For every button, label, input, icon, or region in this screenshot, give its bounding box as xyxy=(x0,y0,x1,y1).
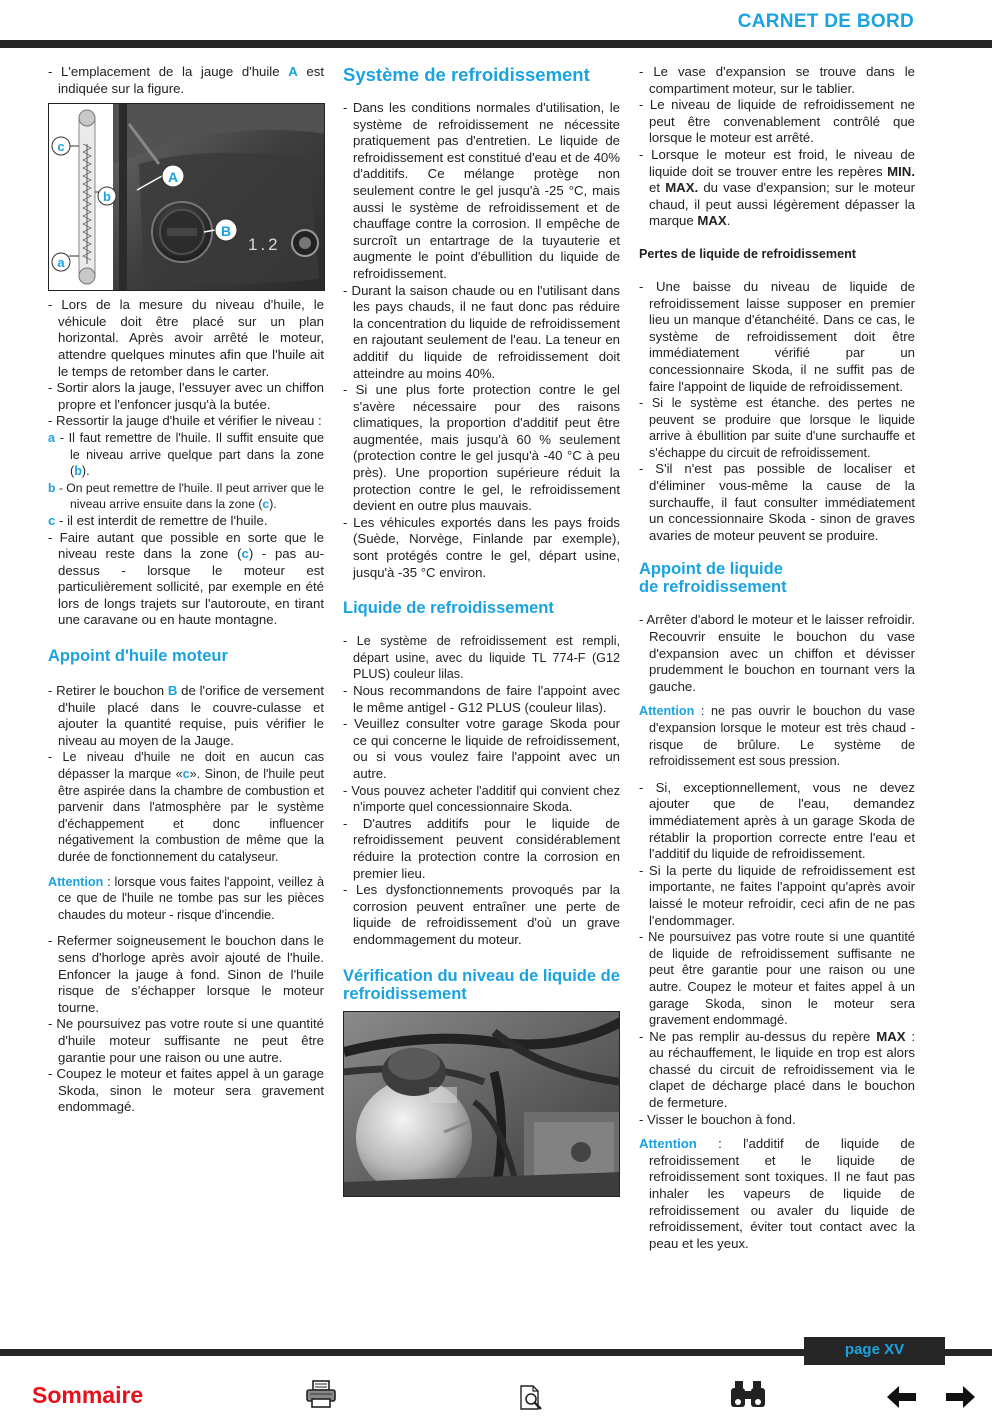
paragraph: - Le vase d'expansion se trouve dans le compartiment moteur, sur le tablier. xyxy=(639,64,915,96)
attention-note: Attention : lorsque vous faites l'appoint, veillez à ce que de l'huile ne tombe pas sur les pièces chaudes du moteur - risque d'incendie. xyxy=(48,874,324,922)
figure-label-a: a xyxy=(57,255,65,271)
section-heading-appoint-liquide: Appoint de liquide de refroidissement xyxy=(639,560,787,597)
column-middle xyxy=(343,64,620,1197)
paragraph: - Sortir alors la jauge, l'essuyer avec un chiffon propre et l'enfoncer jusqu'à la butée. xyxy=(48,380,324,412)
paragraph: - Si la perte du liquide de refroidissement est importante, ne faites l'appoint qu'après avoir laissé le moteur refroidir, ceci afin de ne pas l'endommager. xyxy=(639,862,915,928)
section-heading-pertes: Pertes de liquide de refroidissement xyxy=(639,246,856,261)
paragraph: - Nous recommandons de faire l'appoint avec le même antigel - G12 PLUS (couleur lilas). xyxy=(343,683,620,715)
paragraph: - Vous pouvez acheter l'additif qui convient chez n'importe quel concessionnaire Skoda. xyxy=(343,782,620,815)
page-number-tab: page XV xyxy=(804,1337,945,1365)
level-zone-a: a - Il faut remettre de l'huile. Il suffit ensuite que le niveau arrive quelque part dans la zone (b). xyxy=(48,430,324,479)
paragraph: - S'il n'est pas possible de localiser et d'éliminer vous-même la cause de la surchauffe, il faut consulter immédiatement un concessionnaire Skoda - sinon de graves avaries de moteur peuvent se produire. xyxy=(639,461,915,543)
zoom-page-icon[interactable] xyxy=(519,1385,545,1416)
paragraph: - Durant la saison chaude ou en l'utilisant dans les pays chauds, il ne faut donc pas réduire la concentration du liquide de refroidissement en rajoutant seulement de l'eau. La teneur en additif du liquide de refroidissement doit atteindre au moins 40%. xyxy=(343,282,620,381)
printer-icon[interactable] xyxy=(305,1380,337,1413)
paragraph: - Les dysfonctionnements provoqués par la corrosion peuvent entraîner une perte de liquide de refroidissement d'où un grave endommagement du moteur. xyxy=(343,882,620,947)
paragraph: - D'autres additifs pour le liquide de refroidissement peuvent considérablement réduire la protection contre la corrosion en premier lieu. xyxy=(343,815,620,881)
level-zone-b: b - On peut remettre de l'huile. Il peut arriver que le niveau arrive ensuite dans la zone (c). xyxy=(48,480,325,512)
engine-size-label: 1.2 xyxy=(248,235,281,255)
paragraph: - Refermer soigneusement le bouchon dans le sens d'horloge après avoir ajouté de l'huile. Enfoncer la jauge à fond. Sinon de l'huile risque de s'échapper lorsque le moteur tourne. xyxy=(48,933,324,1015)
paragraph: - Arrêter d'abord le moteur et le laisser refroidir. Recouvrir ensuite le bouchon du vase d'expansion avec un chiffon et dévisser prudemment le bouchon en tournant vers la gauche. xyxy=(639,612,915,694)
binoculars-icon[interactable] xyxy=(730,1380,766,1413)
section-heading-liquide: Liquide de refroidissement xyxy=(343,599,554,618)
section-heading-appoint-huile: Appoint d'huile moteur xyxy=(48,647,228,666)
coolant-reservoir-photo xyxy=(343,1011,620,1197)
paragraph: - Lors de la mesure du niveau d'huile, le véhicule doit être placé sur un plan horizontal. Après avoir arrêté le moteur, attendre quelques minutes afin que l'huile ait le temps de retomber dans le carter. xyxy=(48,297,324,379)
top-divider-bar xyxy=(0,40,992,48)
paragraph: - Si le système est étanche. des pertes ne peuvent se produire que lorsque le liquide arrive à ébullition par suite d'une surchauffe et s'échappe du circuit de refroidissement. xyxy=(639,396,915,460)
sommaire-link[interactable]: Sommaire xyxy=(32,1382,144,1408)
column-left xyxy=(48,64,324,1116)
arrow-left-icon[interactable] xyxy=(887,1386,917,1413)
paragraph: - Faire autant que possible en sorte que le niveau reste dans la zone (c) - pas au-dessus - lorsque le moteur est particulièrement sollicité, par exemple en été lors de longs trajets sur l'autoroute, en tirant une caravane ou en haute montagne. xyxy=(48,529,324,628)
paragraph: - Une baisse du niveau de liquide de refroidissement laisse supposer en premier lieu un manque d'étanchéité. Dans ce cas, le système de refroidissement doit être immédiatement vérifié par un concessionnaire Skoda, il ne suffit pas de faire l'appoint de liquide de refroidissement. xyxy=(639,278,915,394)
paragraph: - Lorsque le moteur est froid, le niveau de liquide doit se trouver entre les repères MIN. et MAX. du vase d'expansion; sur le moteur chaud, il peut aussi légèrement dépasser la marque MAX. xyxy=(639,146,915,229)
arrow-right-icon[interactable] xyxy=(945,1386,975,1413)
attention-note: Attention : ne pas ouvrir le bouchon du vase d'expansion lorsque le moteur est très chaud - risque de brûlure. Le système de refroidissement est sous pression. xyxy=(639,704,915,769)
paragraph: - Le niveau d'huile ne doit en aucun cas dépasser la marque «c». Sinon, de l'huile peut être aspirée dans la chambre de combustion et parvenir dans l'atmosphère par le système d'échappement et donc influencer négativement la combustion de même que la durée de fonctionnement du catalyseur. xyxy=(48,750,324,864)
paragraph: - Les véhicules exportés dans les pays froids (Suède, Norvège, Finlande par exemple), sont protégés contre le gel, départ usine, jusqu'à -35 °C environ. xyxy=(343,514,620,580)
paragraph: - Si, exceptionnellement, vous ne devez ajouter que de l'eau, demandez immédiatement après à un garage Skoda de rétablir la proportion correcte entre l'eau et l'additif du liquide de refroidissement. xyxy=(639,779,915,862)
paragraph: - Veuillez consulter votre garage Skoda pour ce qui concerne le liquide de refroidissement, ou si vous voulez faire l'appoint avec un autre. xyxy=(343,716,620,781)
paragraph: - Ne poursuivez pas votre route si une quantité d'huile moteur suffisante ne peut être garantie pour une raison ou une autre. xyxy=(48,1016,324,1065)
figure-label-B: B xyxy=(220,223,232,240)
column-right xyxy=(639,64,915,1252)
figure-label-A: A xyxy=(167,169,179,186)
paragraph: - Dans les conditions normales d'utilisation, le système de refroidissement ne nécessite pratiquement pas d'entretien. Le liquide de refroidissement est constitué d'eau et de 40% d'additifs. Ce mélange protège non seulement contre le gel jusqu'à -25 °C, mais aussi le système de refroidissement et de chauffage contre la corrosion. Il empêche de surcroît un entartrage de la tuyauterie et augmente le point d'ébullition du liquide de refroidissement. xyxy=(343,100,620,281)
paragraph: - Ne poursuivez pas votre route si une quantité de liquide de refroidissement suffisante ne peut être garantie pour une raison ou une autre. Coupez le moteur et faites appel à un garage Skoda, sinon le moteur sera gravement endommagé. xyxy=(639,929,915,1028)
level-zone-c: c - il est interdit de remettre de l'huile. xyxy=(48,512,268,528)
paragraph: - Le système de refroidissement est rempli, départ usine, avec du liquide TL 774-F (G12 PLUS) couleur lilas. xyxy=(343,634,620,682)
dipstick-location-text: - L'emplacement de la jauge d'huile A est indiquée sur la figure. xyxy=(48,64,324,96)
attention-note: Attention : l'additif de liquide de refroidissement et le liquide de refroidissement sont toxiques. Il ne faut pas inhaler les vapeurs de liquide de refroidissement ou avaler du liquide de refroidissement, éviter tout contact avec la peau et les yeux. xyxy=(639,1136,915,1251)
engine-dipstick-figure xyxy=(48,103,325,291)
section-heading-verification: Vérification du niveau de liquide de refroidissement xyxy=(343,966,620,1003)
paragraph: - Ne pas remplir au-dessus du repère MAX : au réchauffement, le liquide en trop est alors chassé du circuit de refroidissement via le clapet de décharge placé dans le bouchon de fermeture. xyxy=(639,1028,916,1111)
paragraph: - Retirer le bouchon B de l'orifice de versement d'huile placé dans le couvre-culasse et ajouter la quantité requise, puis vérifier le niveau au moyen de la Jauge. xyxy=(48,683,325,748)
paragraph: - Si une plus forte protection contre le gel s'avère nécessaire pour des raisons climatiques, la proportion d'additif peut être augmentée, mais jusqu'à 60 % seulement (protection contre le gel jusqu'à -40 °C à peu près). Une proportion supérieure réduit la protection contre le gel, le refroidissement devient en outre plus mauvais. xyxy=(343,382,620,514)
paragraph: - Coupez le moteur et faites appel à un garage Skoda, sinon le moteur sera gravement endommagé. xyxy=(48,1066,324,1115)
paragraph: - Ressortir la jauge d'huile et vérifier le niveau : xyxy=(48,413,322,429)
figure-label-b: b xyxy=(103,189,111,205)
section-heading-systeme: Système de refroidissement xyxy=(343,64,590,85)
paragraph: - Visser le bouchon à fond. xyxy=(639,1111,796,1127)
paragraph: - Le niveau de liquide de refroidissement ne peut être convenablement contrôlé que lorsque le moteur est arrêté. xyxy=(639,97,915,146)
page-header-title: CARNET DE BORD xyxy=(737,11,914,32)
figure-label-c: c xyxy=(57,139,65,155)
